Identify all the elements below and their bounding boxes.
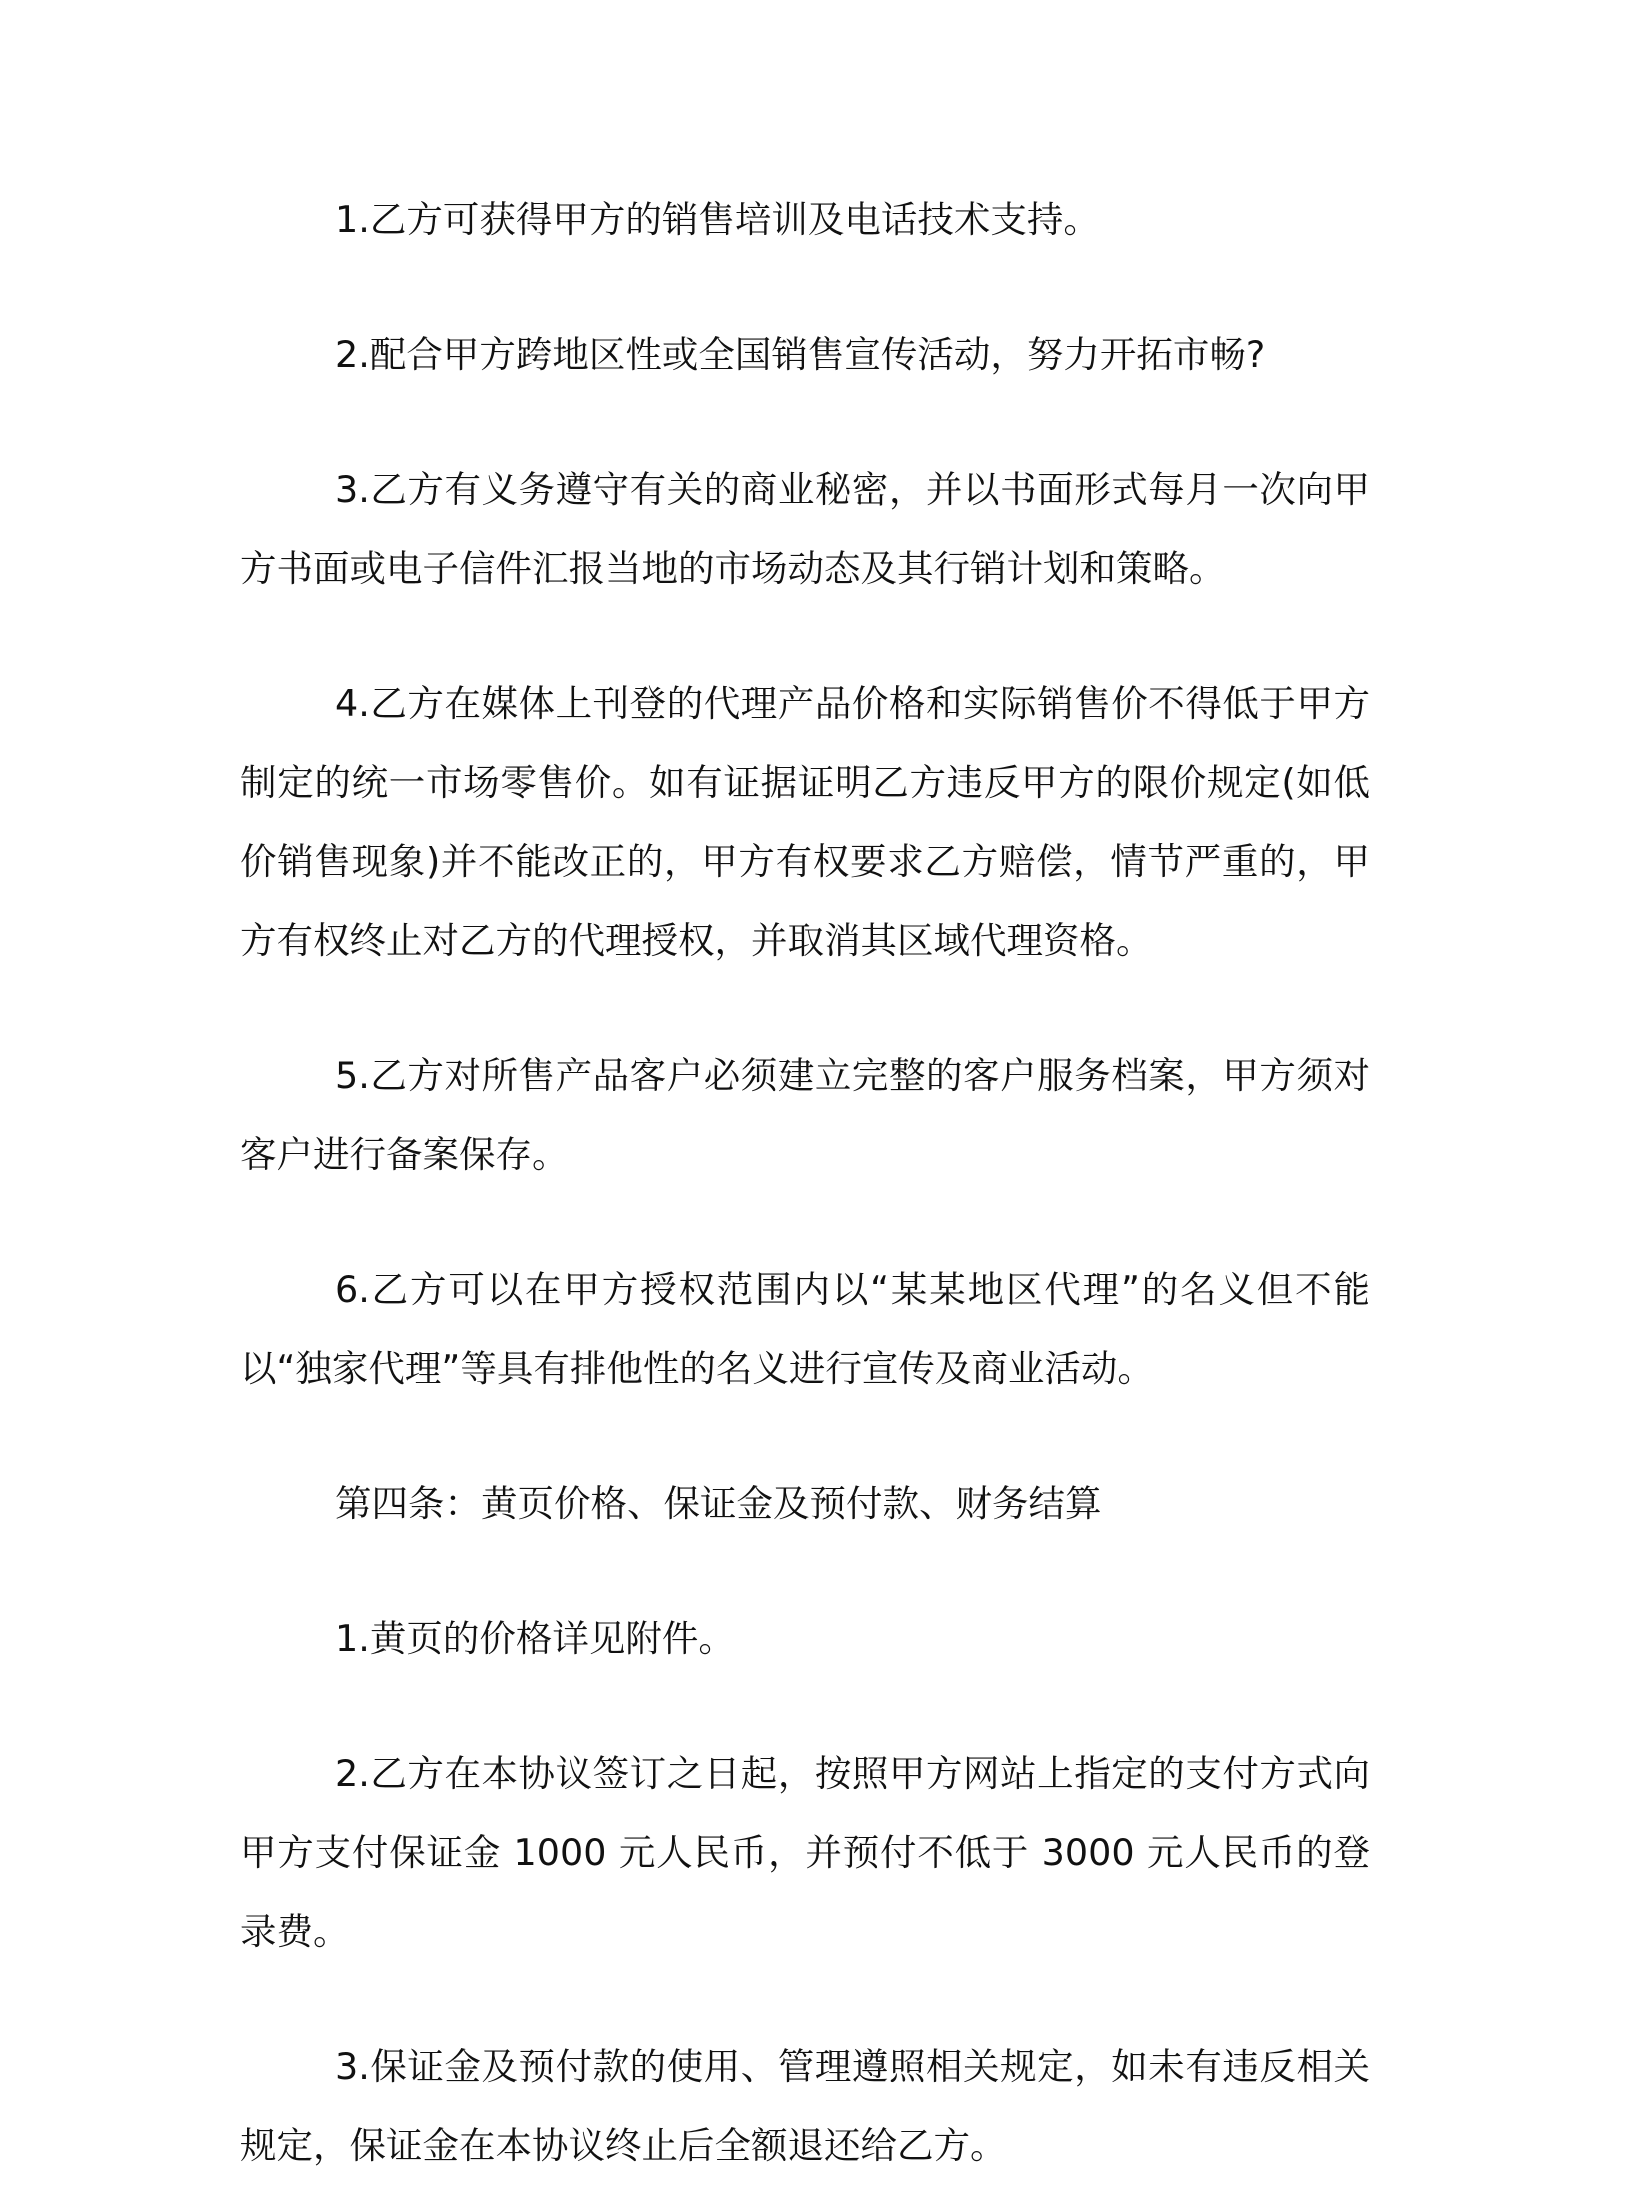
clause-2-promotion: 2.配合甲方跨地区性或全国销售宣传活动，努力开拓市畅? [335, 333, 1266, 376]
clause-4-pricing: 4.乙方在媒体上刊登的代理产品价格和实际销售价不得低于甲方制定的统一市场零售价。如有证据证明乙方违反甲方的限价规定(如低价销售现象)并不能改正的，甲方有权要求乙方赔偿，情节严重的，甲方有权终止对乙方的代理授权，并取消其区域代理资格。 [240, 682, 1370, 962]
document-body [240, 180, 1370, 2185]
clause-1-sales-training: 1.乙方可获得甲方的销售培训及电话技术支持。 [335, 198, 1100, 241]
clause-5-customer-archive: 5.乙方对所售产品客户必须建立完整的客户服务档案，甲方须对客户进行备案保存。 [240, 1054, 1370, 1176]
clause-6-agency-name: 6.乙方可以在甲方授权范围内以“某某地区代理”的名义但不能以“独家代理”等具有排他性的名义进行宣传及商业活动。 [240, 1268, 1370, 1390]
article-4-clause-3: 3.保证金及预付款的使用、管理遵照相关规定，如未有违反相关规定，保证金在本协议终止后全额退还给乙方。 [240, 2045, 1370, 2167]
clause-3-confidentiality: 3.乙方有义务遵守有关的商业秘密，并以书面形式每月一次向甲方书面或电子信件汇报当地的市场动态及其行销计划和策略。 [240, 468, 1370, 590]
article-4-heading: 第四条：黄页价格、保证金及预付款、财务结算 [335, 1482, 1102, 1525]
article-4-clause-1: 1.黄页的价格详见附件。 [335, 1617, 735, 1660]
article-4-clause-2: 2.乙方在本协议签订之日起，按照甲方网站上指定的支付方式向甲方支付保证金 1000 元人民币，并预付不低于 3000 元人民币的登录费。 [240, 1752, 1370, 1953]
